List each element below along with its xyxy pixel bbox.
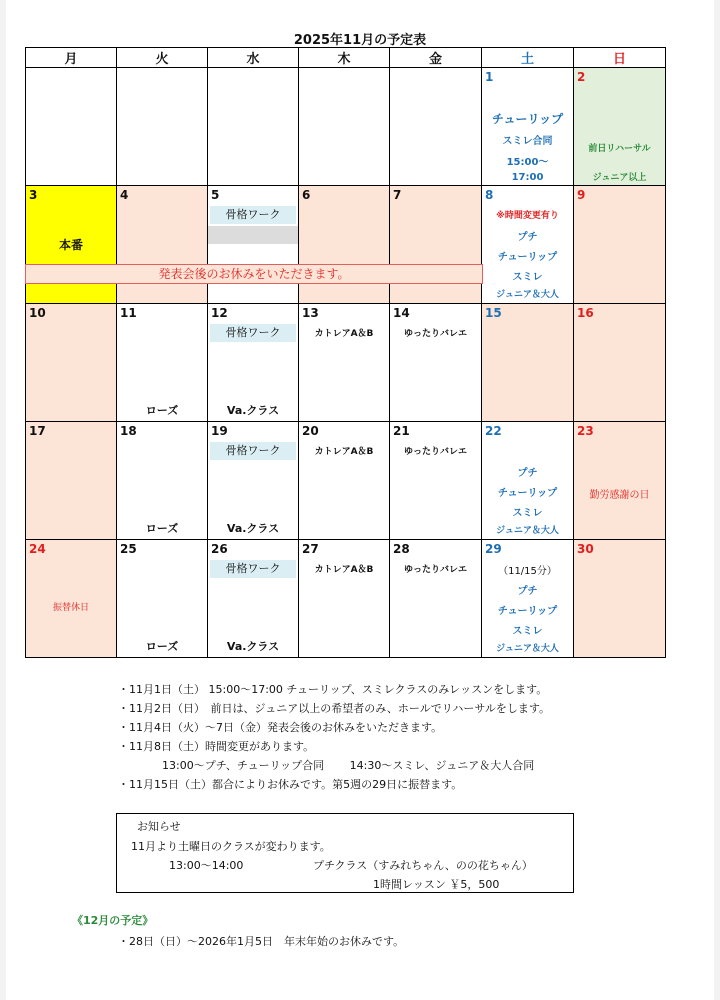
weekday-header-row: [26, 48, 666, 68]
day-cell-8: [482, 186, 574, 304]
day-cell-27: [299, 540, 390, 658]
day-cell-26: [208, 540, 299, 658]
day-number: 5: [211, 188, 220, 202]
day-cell-4: [117, 186, 208, 304]
event-rose: ローズ: [145, 640, 179, 653]
weekday-thu: 木: [299, 48, 390, 68]
day-cell-14: [390, 304, 482, 422]
day-cell-9: [574, 186, 666, 304]
day-number: 24: [29, 542, 46, 556]
event-sumire: スミレ: [512, 626, 543, 637]
day-cell-25: [117, 540, 208, 658]
day-number: 8: [485, 188, 494, 202]
day-cell-empty: [208, 68, 299, 186]
event-relaxed-ballet: ゆったりバレエ: [404, 329, 467, 339]
week-row-5: [26, 540, 666, 658]
day-number: 14: [393, 306, 410, 320]
event-rose: ローズ: [145, 522, 179, 535]
notice-time: 13:00～14:00: [169, 859, 244, 872]
day-number: 28: [393, 542, 410, 556]
day-number: 4: [120, 188, 129, 202]
day-cell-empty: [390, 68, 482, 186]
day-number: 15: [485, 306, 502, 320]
note-item: ・11月1日（土） 15:00～17:00 チューリップ、スミレクラスのみレッスンをします。: [118, 683, 548, 696]
weekday-mon: 月: [26, 48, 117, 68]
note-item: ・11月4日（火）～7日（金）発表会後のお休みをいただきます。: [118, 721, 443, 734]
gray-band: [208, 226, 298, 244]
day-cell-28: [390, 540, 482, 658]
event-petit: プチ: [517, 232, 538, 243]
event-tulip: チューリップ: [497, 488, 558, 499]
note-item: 13:00～プチ、チューリップ合同 14:30～スミレ、ジュニア＆大人合同: [118, 759, 535, 772]
event-skeletal-work: 骨格ワーク: [210, 560, 296, 578]
day-number: 25: [120, 542, 137, 556]
event-makeup-note: （11/15分）: [498, 566, 557, 577]
day-number: 6: [302, 188, 311, 202]
note-item: ・11月2日（日） 前日は、ジュニア以上の希望者のみ、ホールでリハーサルをします。: [118, 702, 550, 715]
event-cattleya: カトレアA＆B: [314, 447, 374, 457]
weekday-fri: 金: [390, 48, 482, 68]
event-va-class: Va.クラス: [226, 404, 280, 417]
week-row-4: [26, 422, 666, 540]
day-number: 27: [302, 542, 319, 556]
day-number: 9: [577, 188, 586, 202]
day-number: 30: [577, 542, 594, 556]
event-va-class: Va.クラス: [226, 640, 280, 653]
weekday-sat: 土: [482, 48, 574, 68]
day-cell-3: [26, 186, 117, 304]
day-cell-5: [208, 186, 299, 304]
day-number: 11: [120, 306, 137, 320]
day-cell-empty: [299, 68, 390, 186]
day-number: 10: [29, 306, 46, 320]
weekday-tue: 火: [117, 48, 208, 68]
notice-price: 1時間レッスン ￥5，500: [373, 878, 500, 891]
event-sumire: スミレ: [512, 508, 543, 519]
event-cattleya: カトレアA＆B: [314, 329, 374, 339]
day-number: 21: [393, 424, 410, 438]
day-cell-11: [117, 304, 208, 422]
day-number: 18: [120, 424, 137, 438]
weekday-sun: 日: [574, 48, 666, 68]
day-cell-empty: [117, 68, 208, 186]
notice-line: 11月より土曜日のクラスが変わります。: [131, 840, 331, 853]
day-number: 26: [211, 542, 228, 556]
event-petit: プチ: [517, 468, 538, 479]
day-number: 22: [485, 424, 502, 438]
event-skeletal-work: 骨格ワーク: [210, 442, 296, 460]
day-number: 19: [211, 424, 228, 438]
event-junior-adult: ジュニア＆大人: [496, 290, 559, 300]
day-cell-6: [299, 186, 390, 304]
day-cell-empty: [26, 68, 117, 186]
day-number: 17: [29, 424, 46, 438]
event-performance: 本番: [58, 238, 83, 252]
event-labor-thanksgiving: 勤労感謝の日: [589, 490, 650, 501]
day-number: 29: [485, 542, 502, 556]
event-rehearsal: 前日リハーサル: [588, 144, 651, 154]
day-cell-20: [299, 422, 390, 540]
day-cell-7: [390, 186, 482, 304]
day-number: 16: [577, 306, 594, 320]
day-cell-15: [482, 304, 574, 422]
day-cell-16: [574, 304, 666, 422]
day-cell-30: [574, 540, 666, 658]
event-start-time: 15:00～: [506, 157, 549, 168]
notice-class: プチクラス（すみれちゃん、のの花ちゃん）: [313, 859, 533, 872]
event-rose: ローズ: [145, 404, 179, 417]
day-number: 3: [29, 188, 38, 202]
event-skeletal-work: 骨格ワーク: [210, 206, 296, 224]
event-junior-adult: ジュニア＆大人: [496, 644, 559, 654]
week-row-3: [26, 304, 666, 422]
event-va-class: Va.クラス: [226, 522, 280, 535]
weekday-wed: 水: [208, 48, 299, 68]
december-note: ・28日（日）～2026年1月5日 年末年始のお休みです。: [118, 935, 405, 948]
event-relaxed-ballet: ゆったりバレエ: [404, 565, 467, 575]
event-tulip: チューリップ: [497, 606, 558, 617]
day-cell-19: [208, 422, 299, 540]
day-cell-12: [208, 304, 299, 422]
day-cell-23: [574, 422, 666, 540]
day-number: 12: [211, 306, 228, 320]
week-row-1: [26, 68, 666, 186]
day-cell-2: [574, 68, 666, 186]
day-cell-21: [390, 422, 482, 540]
week-row-2: [26, 186, 666, 304]
day-cell-24: [26, 540, 117, 658]
day-number: 20: [302, 424, 319, 438]
event-junior-plus: ジュニア以上: [592, 173, 647, 183]
event-sumire: スミレ: [512, 272, 543, 283]
day-cell-10: [26, 304, 117, 422]
notes-list: [118, 680, 550, 794]
notice-box: [116, 813, 574, 893]
event-end-time: 17:00: [511, 172, 544, 183]
calendar-table: [25, 47, 666, 658]
event-sumire-joint: スミレ合同: [502, 136, 553, 147]
day-cell-18: [117, 422, 208, 540]
day-number: 7: [393, 188, 402, 202]
day-number: 13: [302, 306, 319, 320]
event-cattleya: カトレアA＆B: [314, 565, 374, 575]
day-cell-29: [482, 540, 574, 658]
event-time-change: ※時間変更有り: [496, 211, 559, 221]
event-relaxed-ballet: ゆったりバレエ: [404, 447, 467, 457]
december-title: 《12月の予定》: [72, 914, 154, 927]
day-cell-1: [482, 68, 574, 186]
notice-heading: お知らせ: [137, 820, 181, 833]
day-number: 1: [485, 70, 494, 84]
day-cell-17: [26, 422, 117, 540]
day-cell-13: [299, 304, 390, 422]
day-number: 23: [577, 424, 594, 438]
event-junior-adult: ジュニア＆大人: [496, 526, 559, 536]
event-tulip: チューリップ: [491, 112, 564, 126]
day-number: 2: [577, 70, 586, 84]
event-petit: プチ: [517, 586, 538, 597]
note-item: ・11月8日（土）時間変更があります。: [118, 740, 315, 753]
note-item: ・11月15日（土）都合によりお休みです。第5週の29日に振替ます。: [118, 778, 463, 791]
page-title: 2025年11月の予定表: [293, 33, 427, 48]
holiday-notice-banner: 発表会後のお休みをいただきます。: [25, 264, 483, 284]
event-skeletal-work: 骨格ワーク: [210, 324, 296, 342]
event-tulip: チューリップ: [497, 252, 558, 263]
event-substitute-holiday: 振替休日: [52, 603, 89, 613]
day-cell-22: [482, 422, 574, 540]
